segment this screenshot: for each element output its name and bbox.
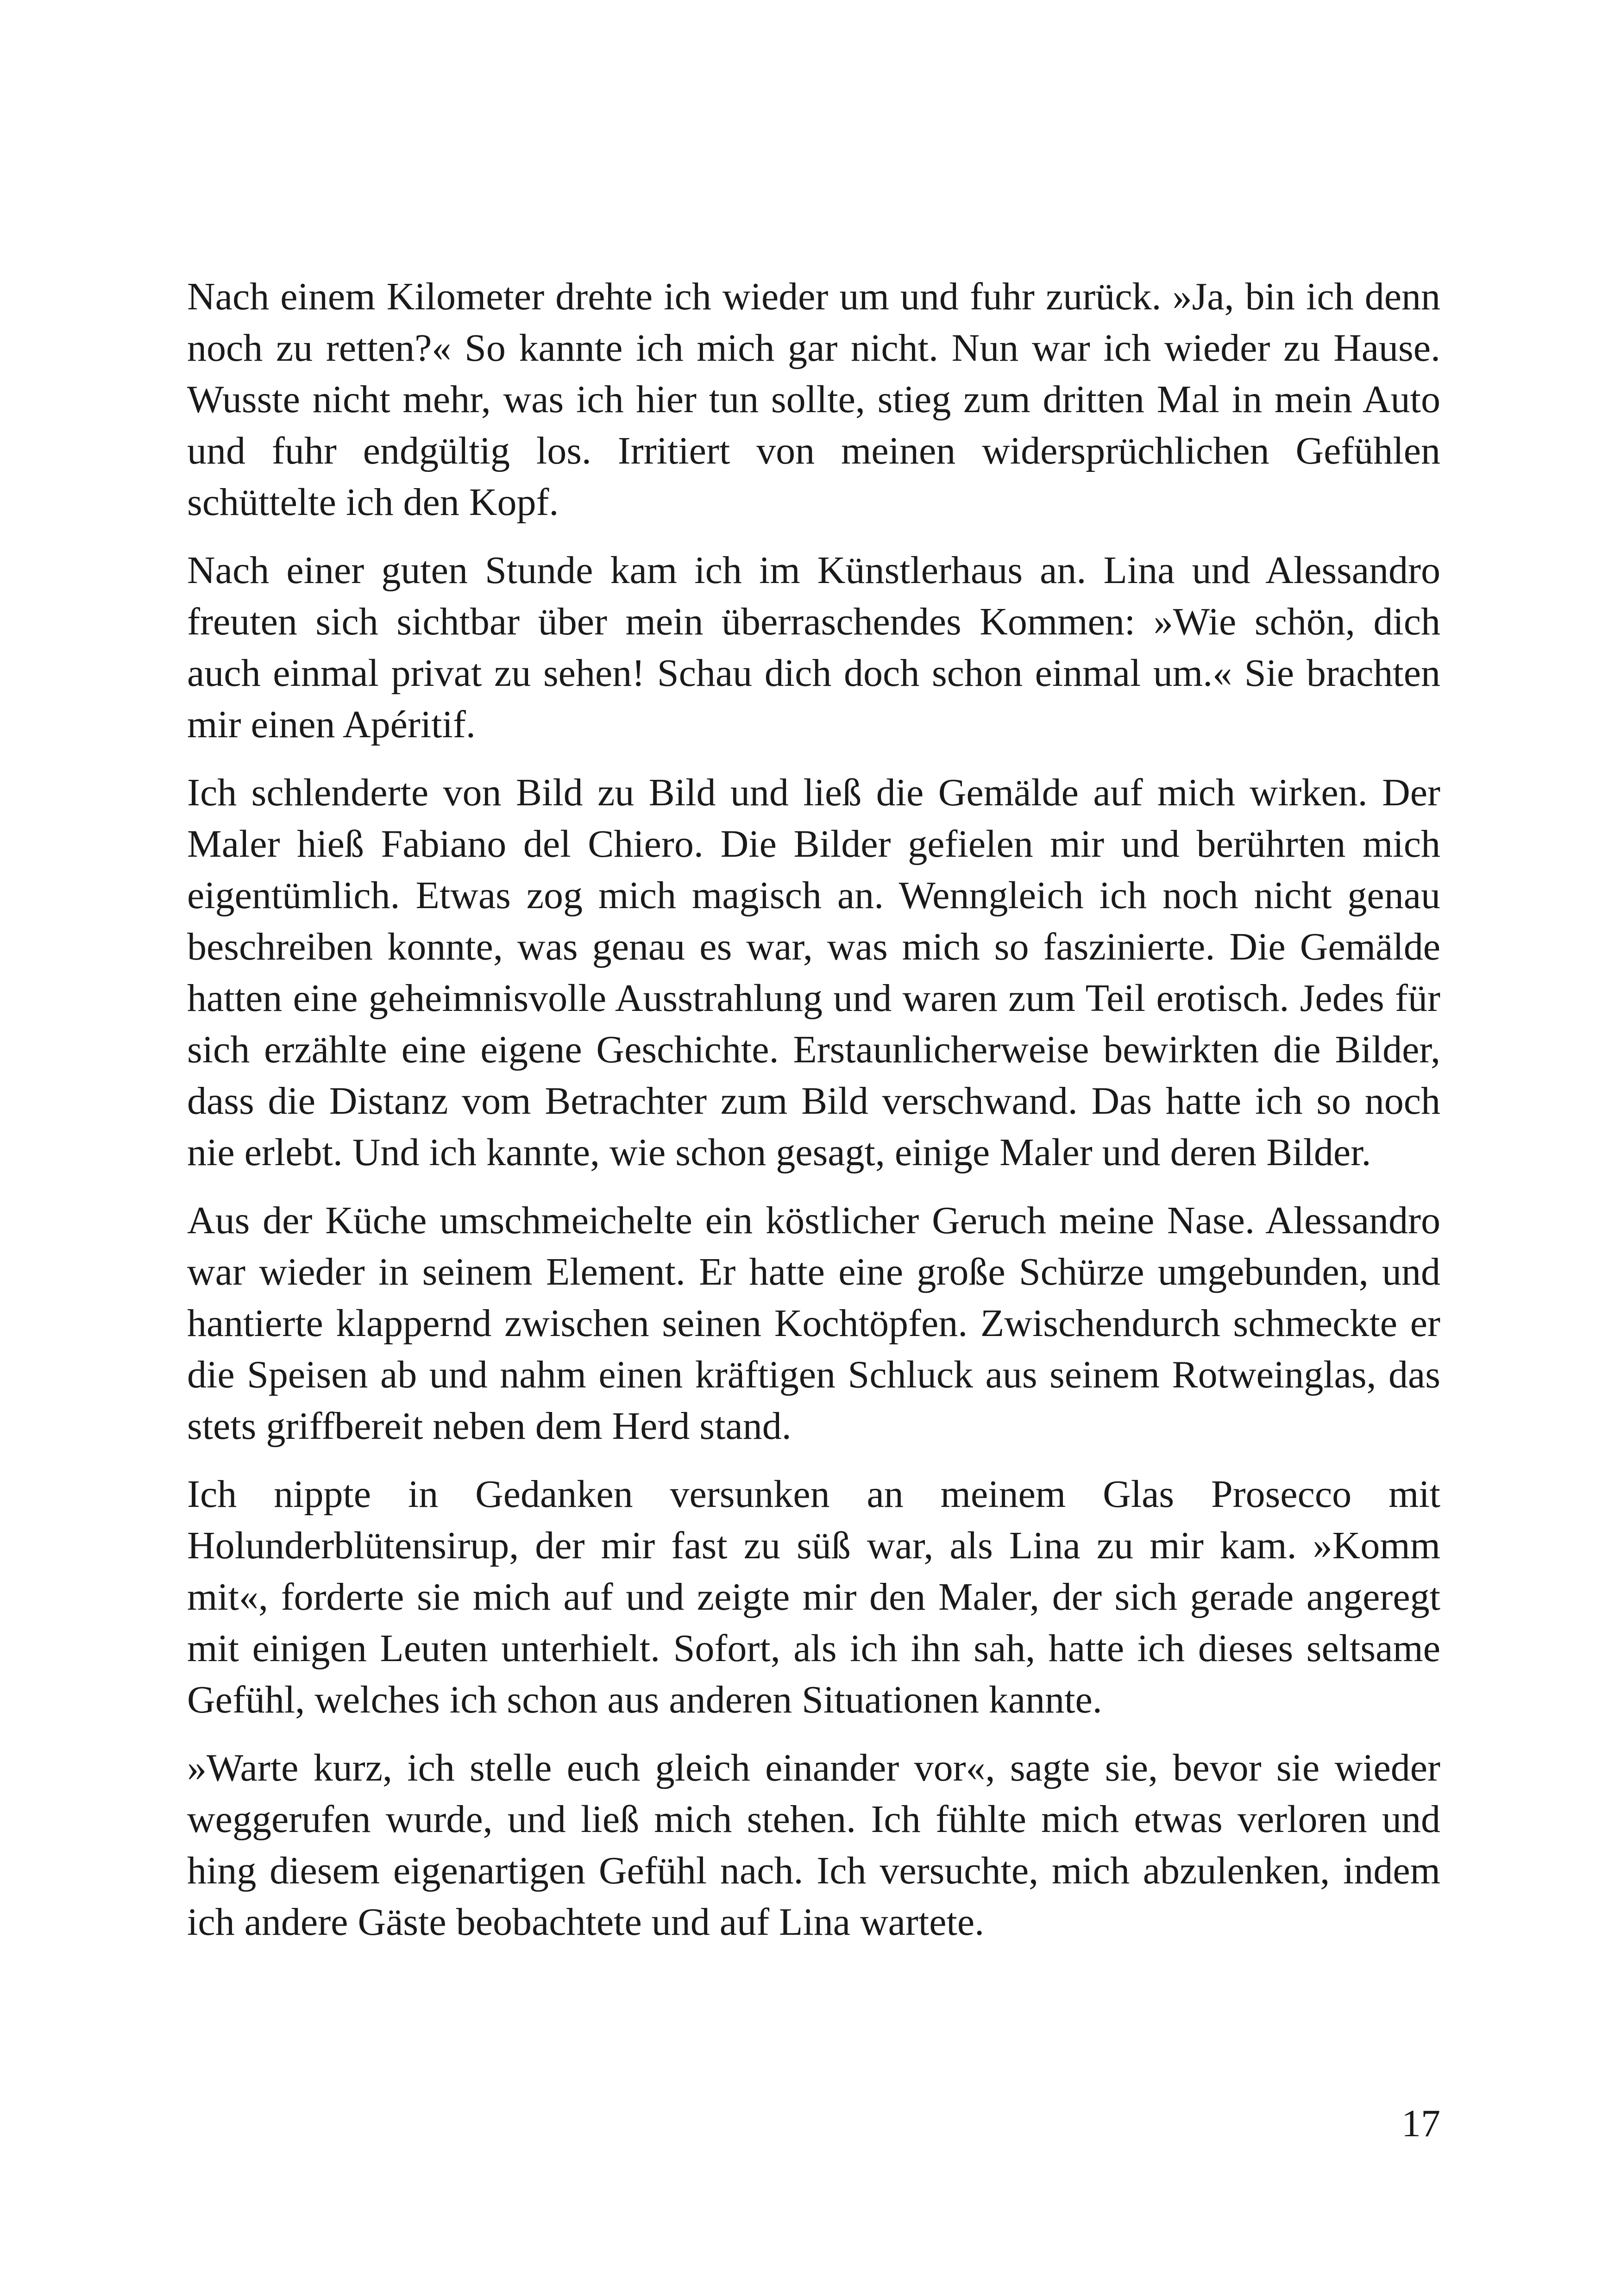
body-text [187, 271, 1440, 1964]
paragraph-6: »Warte kurz, ich stelle euch gleich einander vor«, sagte sie, bevor sie wieder weggerufen wurde, und ließ mich stehen. Ich fühlte mich etwas verloren und hing diesem eigenartigen Gefühl nach. Ich versuchte, mich abzulenken, indem ich andere Gäste beobachtete und auf Lina wartete. [187, 1746, 1440, 1944]
paragraph-3: Ich schlenderte von Bild zu Bild und ließ die Gemälde auf mich wirken. Der Maler hieß Fabiano del Chiero. Die Bilder gefielen mir und berührten mich eigentümlich. Etwas zog mich magisch an. Wenngleich ich noch nicht genau beschreiben konnte, was genau es war, was mich so faszinierte. Die Gemälde hatten eine geheimnisvolle Ausstrahlung und waren zum Teil erotisch. Jedes für sich erzählte eine eigene Geschichte. Erstaunlicherweise bewirkten die Bilder, dass die Distanz vom Betrachter zum Bild verschwand. Das hatte ich so noch nie erlebt. Und ich kannte, wie schon gesagt, einige Maler und deren Bilder. [187, 771, 1440, 1174]
page-number: 17 [1401, 2102, 1440, 2145]
paragraph-5: Ich nippte in Gedanken versunken an meinem Glas Prosecco mit Holunderblütensirup, der mir fast zu süß war, als Lina zu mir kam. »Komm mit«, forderte sie mich auf und zeigte mir den Maler, der sich gerade angeregt mit einigen Leuten unterhielt. Sofort, als ich ihn sah, hatte ich dieses seltsame Gefühl, welches ich schon aus anderen Situationen kannte. [187, 1473, 1440, 1721]
paragraph-2: Nach einer guten Stunde kam ich im Künstlerhaus an. Lina und Alessandro freuten sich sichtbar über mein überraschendes Kommen: »Wie schön, dich auch einmal privat zu sehen! Schau dich doch schon einmal um.« Sie brachten mir einen Apéritif. [187, 549, 1440, 746]
paragraph-4: Aus der Küche umschmeichelte ein köstlicher Geruch meine Nase. Alessandro war wieder in seinem Element. Er hatte eine große Schürze umgebunden, und hantierte klappernd zwischen seinen Kochtöpfen. Zwischendurch schmeckte er die Speisen ab und nahm einen kräftigen Schluck aus seinem Rotweinglas, das stets griffbereit neben dem Herd stand. [187, 1199, 1440, 1448]
paragraph-1: Nach einem Kilometer drehte ich wieder um und fuhr zurück. »Ja, bin ich denn noch zu retten?« So kannte ich mich gar nicht. Nun war ich wieder zu Hause. Wusste nicht mehr, was ich hier tun sollte, stieg zum dritten Mal in mein Auto und fuhr endgültig los. Irritiert von meinen widersprüchlichen Gefühlen schüttelte ich den Kopf. [187, 275, 1440, 524]
